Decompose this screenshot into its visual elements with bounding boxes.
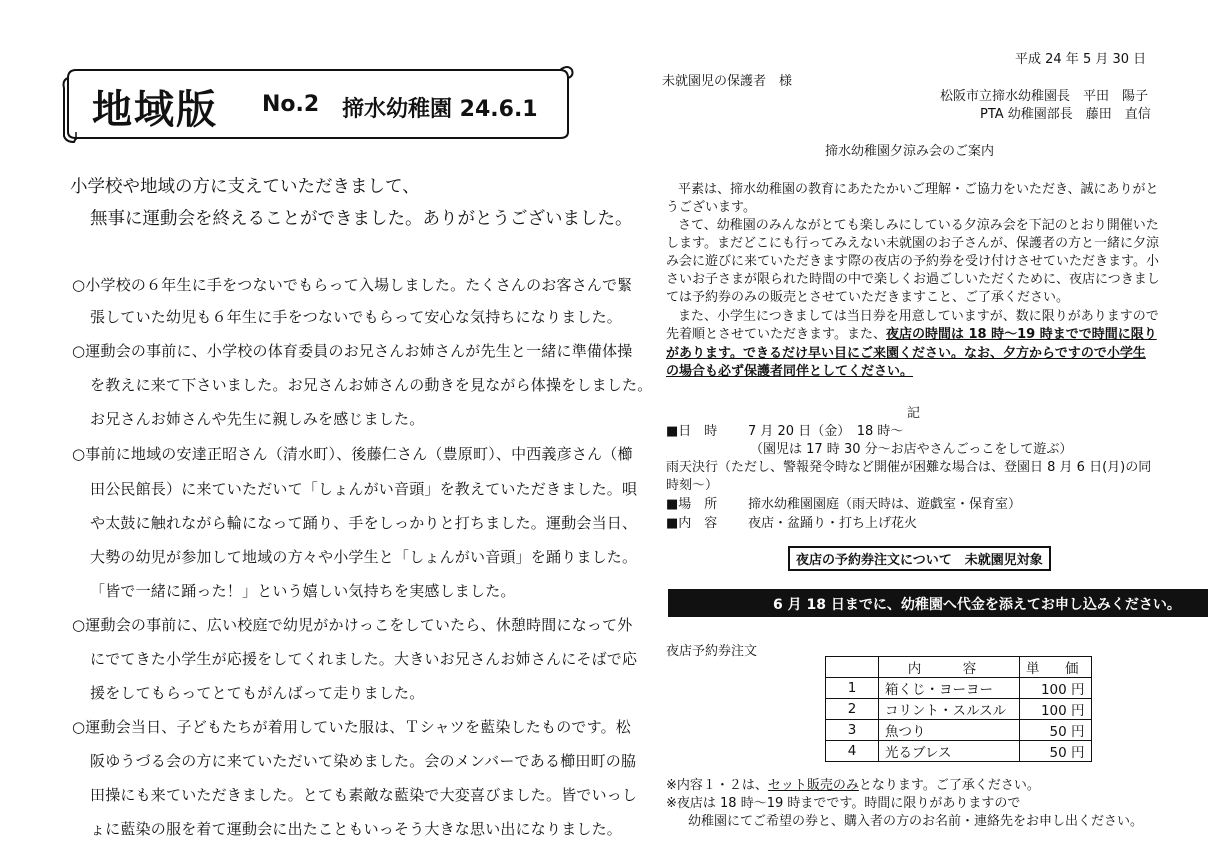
datetime-value: 7 月 20 日（金） 18 時～ — [748, 424, 904, 439]
paragraph-line: うございます。 — [666, 200, 756, 215]
paragraph-line — [666, 323, 1157, 342]
recipient: 未就園児の保護者 様 — [662, 74, 793, 89]
rain-line: 雨天決行（ただし、警報発令時など開催が困難な場合は、登園日 8 月 6 日(月)の同 — [666, 460, 1152, 475]
table-header-row — [826, 657, 1092, 678]
body-line: ○運動会の事前に、広い校庭で幼児がかけっこをしていたら、休憩時間になって外 — [72, 616, 633, 634]
body-line: ○小学校の６年生に手をつないでもらって入場しました。たくさんのお客さんで緊 — [72, 276, 633, 294]
underlined-text: があります。できるだけ早い目にご来園ください。なお、夕方からですので小学生 — [666, 346, 1146, 361]
body-line: 「皆で一緒に踊った！」という嬉しい気持ちを実感しました。 — [90, 582, 516, 600]
order-table — [825, 656, 1092, 762]
order-title: 夜店予約券注文 — [666, 644, 758, 659]
body-line: 援をしてもらってとてもがんばって走りました。 — [90, 684, 425, 702]
paragraph-line: また、小学生につきましては当日券を用意していますが、数に限りがありますので — [678, 309, 1159, 324]
banner-number: No.2 — [262, 92, 320, 117]
paragraph-line: さいお子さまが限られた時間の中で楽しくお過ごしいただくために、夜店につきまし — [666, 272, 1160, 287]
deadline-text: 6 月 18 日までに、幼稚園へ代金を添えてお申し込みください。 — [773, 597, 1181, 613]
right-page — [640, 0, 1227, 868]
row-number: 3 — [826, 720, 879, 741]
table-row — [826, 720, 1092, 741]
place-value: 揥水幼稚園園庭（雨天時は、遊戯室・保育室） — [748, 497, 1022, 512]
ki-heading: 記 — [907, 406, 921, 421]
row-price: 50 円 — [1020, 720, 1092, 741]
title-banner — [62, 62, 574, 144]
body-line: 大勢の幼児が参加して地域の方々や小学生と「しょんがい音頭」を踊りました。 — [90, 548, 638, 566]
rain-line: 時刻～） — [666, 478, 719, 493]
body-line: ○運動会の事前に、小学校の体育委員のお兄さんお姉さんが先生と一緒に準備体操 — [72, 342, 633, 360]
row-price: 100 円 — [1020, 678, 1092, 699]
paragraph-line: さて、幼稚園のみんながとても楽しみにしている夕涼み会を下記のとおり開催いた — [678, 218, 1159, 233]
intro-line: 小学校や地域の方に支えていただきまして、 — [70, 177, 420, 197]
table-header-price: 単 価 — [1020, 657, 1092, 678]
note-text: となります。ご了承ください。 — [858, 778, 1040, 793]
intro-line: 無事に運動会を終えることができました。ありがとうございました。 — [90, 209, 633, 229]
body-line: 田公民館長）に来ていただいて「しょんがい音頭」を教えていただきました。唄 — [90, 480, 638, 498]
row-price: 50 円 — [1020, 741, 1092, 762]
note-line: ※夜店は 18 時～19 時までです。時間に限りがありますので — [666, 796, 1021, 811]
body-line: お兄さんお姉さんや先生に親しみを感じました。 — [90, 410, 425, 428]
place-label: ■場 所 — [666, 497, 718, 512]
banner-kindergarten-date: 揥水幼稚園 24.6.1 — [342, 97, 538, 122]
body-line: ょに藍染の服を着て運動会に出たこともいっそう大きな思い出になりました。 — [90, 820, 623, 838]
table-header-item: 内 容 — [879, 657, 1020, 678]
paragraph-text: 先着順とさせていただきます。また、 — [666, 327, 886, 342]
banner-title: 地域版 — [92, 87, 218, 133]
paragraph-line: み会に遊びに来ていただきます際の夜店の予約券を受け付けさせていただきます。小 — [666, 254, 1159, 269]
body-line: を教えに来て下さいました。お兄さんお姉さんの動きを見ながら体操をしました。 — [90, 376, 653, 394]
content-label: ■内 容 — [666, 516, 718, 531]
row-item: 魚つり — [879, 720, 1020, 741]
datetime-note: （園児は 17 時 30 分～お店やさんごっこをして遊ぶ） — [750, 442, 1073, 457]
paragraph-line: 平素は、揥水幼稚園の教育にあたたかいご理解・ご協力をいただき、誠にありがと — [678, 182, 1159, 197]
underlined-text: 夜店の時間は 18 時～19 時までで時間に限り — [885, 327, 1157, 342]
row-number: 1 — [826, 678, 879, 699]
body-line: 阪ゆうづる会の方に来ていただいて染めました。会のメンバーである櫛田町の脇 — [90, 752, 637, 770]
table-row — [826, 741, 1092, 762]
row-number: 4 — [826, 741, 879, 762]
table-row — [826, 678, 1092, 699]
deadline-bar — [668, 589, 1208, 617]
body-line: 田操にも来ていただきました。とても素敵な藍染で大変喜びました。皆でいっし — [90, 786, 638, 804]
note-line: 幼稚園にてご希望の券と、購入者の方のお名前・連絡先をお申し出ください。 — [688, 814, 1144, 829]
body-line: や太鼓に触れながら輪になって踊り、手をしっかりと打ちました。運動会当日、 — [90, 514, 638, 532]
row-item: 箱くじ・ヨーヨー — [879, 678, 1020, 699]
underlined-text: セット販売のみ — [767, 778, 859, 793]
table-row — [826, 699, 1092, 720]
notice-subject: 揥水幼稚園夕涼み会のご案内 — [825, 144, 995, 159]
paragraph-line: します。まだどこにも行ってみえない未就園のお子さんが、保護者の方と一緒に夕涼 — [666, 236, 1159, 251]
notice-date: 平成 24 年 5 月 30 日 — [1015, 52, 1147, 67]
content-value: 夜店・盆踊り・打ち上げ花火 — [748, 516, 918, 531]
underlined-text: の場合も必ず保護者同伴としてください。 — [666, 364, 914, 379]
row-item: コリント・スルスル — [879, 699, 1020, 720]
row-number: 2 — [826, 699, 879, 720]
note-line — [666, 774, 1040, 793]
sender-principal: 松阪市立揥水幼稚園長 平田 陽子 — [940, 89, 1149, 104]
row-price: 100 円 — [1020, 699, 1092, 720]
note-text: ※内容１・２は、 — [666, 778, 768, 793]
body-line: 張していた幼児も６年生に手をつないでもらって安心な気持ちになりました。 — [90, 308, 623, 326]
row-item: 光るブレス — [879, 741, 1020, 762]
order-notice-box: 夜店の予約券注文について 未就園児対象 — [788, 546, 1051, 571]
body-line: ○事前に地域の安達正昭さん（清水町）、後藤仁さん（豊原町）、中西義彦さん（櫛 — [72, 445, 633, 463]
paragraph-line: ては予約券のみの販売とさせていただきますこと、ご了承ください。 — [666, 290, 1070, 305]
body-line: ○運動会当日、子どもたちが着用していた服は、Ｔシャツを藍染したものです。松 — [72, 718, 631, 736]
datetime-label: ■日 時 — [666, 424, 718, 439]
body-line: にでてきた小学生が応援をしてくれました。大きいお兄さんお姉さんにそばで応 — [90, 650, 638, 668]
sender-pta: PTA 幼稚園部長 藤田 直信 — [980, 107, 1151, 122]
